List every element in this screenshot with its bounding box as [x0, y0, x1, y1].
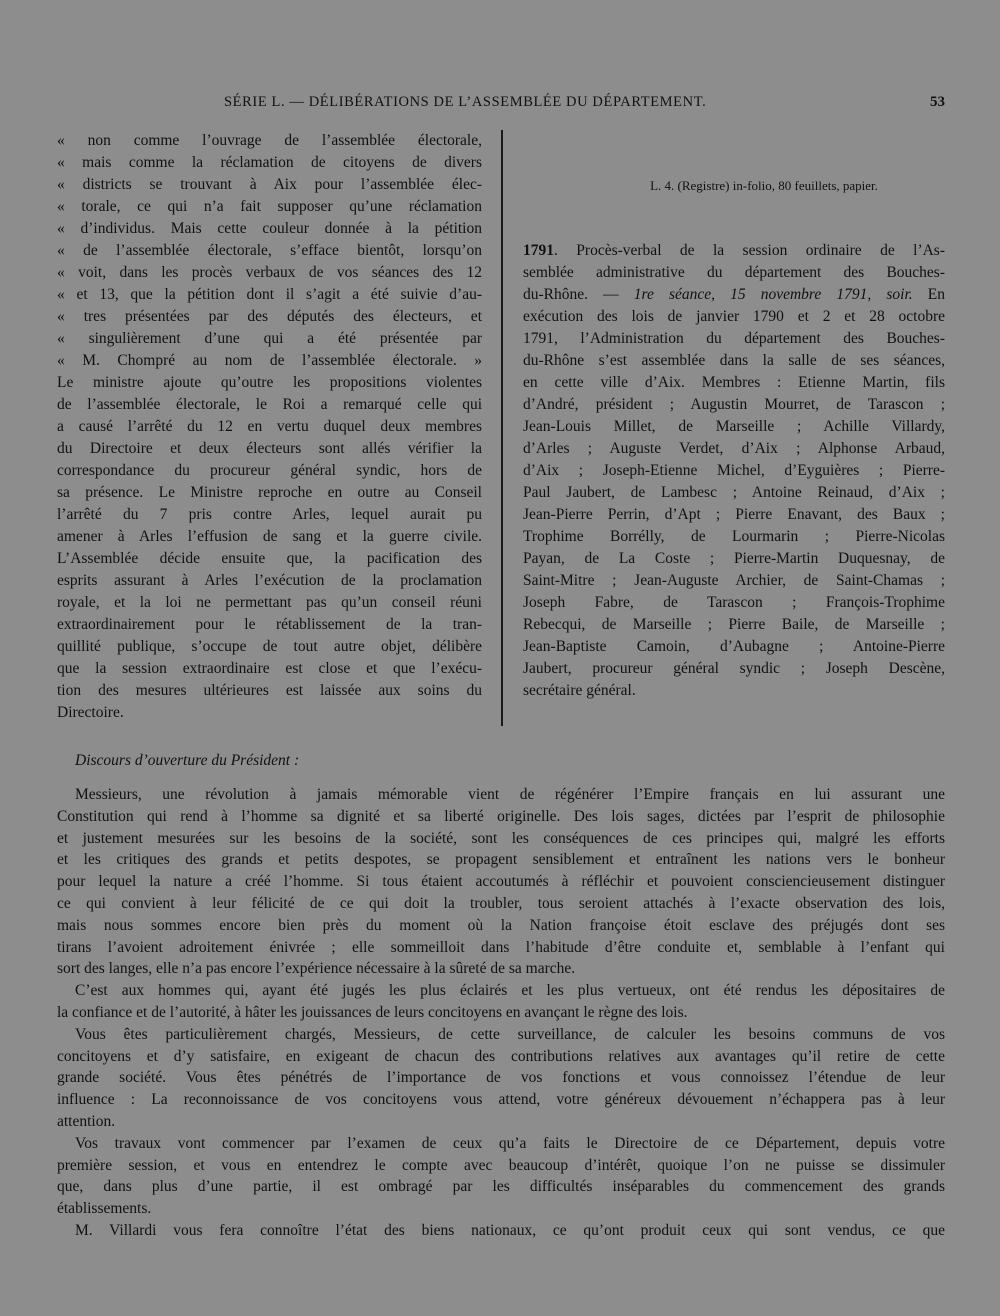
speech-line: Messieurs, une révolution à jamais mémorable vient de régénérer l’Empire français en lui assurant une — [75, 786, 945, 803]
speech-line: M. Villardi vous fera connoître l’état des biens nationaux, ce qu’ont produit ceux qui sont vendus, ce que — [75, 1221, 945, 1239]
text-line: quillité publique, s’occupe de tout autre objet, délibère — [57, 638, 482, 655]
speech-text — [57, 784, 945, 1242]
running-title: SÉRIE L. — DÉLIBÉRATIONS DE L’ASSEMBLÉE DU DÉPARTEMENT. — [224, 94, 707, 110]
speech-line: attention. — [57, 1112, 116, 1130]
text-line: amener à Arles l’effusion de sang et la guerre civile. — [57, 528, 482, 545]
text-line: Directoire. — [57, 704, 124, 721]
page-header — [0, 94, 1000, 114]
speech-line: et les critiques des grands et petits despotes, se propagent sensiblement et entraînent les nations vers le bonheur — [57, 851, 945, 869]
speech-line: influence : La reconnoissance de vos concitoyens vous attend, votre généreux dévouement n’échappera pas à leur — [57, 1091, 945, 1109]
speech-line: sort des langes, elle n’a pas encore l’expérience nécessaire à la sûreté de sa marche. — [57, 960, 576, 978]
record-year: 1791 — [523, 242, 554, 259]
record-line: d’Arles ; Auguste Verdet, d’Aix ; Alphonse Arbaud, — [523, 440, 945, 457]
text-line: « tres présentées par des députés des électeurs, et — [57, 308, 482, 325]
record-line: d’Aix ; Joseph-Etienne Michel, d’Eyguières ; Pierre- — [523, 462, 945, 479]
record-line: Jaubert, procureur général syndic ; Joseph Descène, — [523, 660, 945, 677]
text-line: « voit, dans les procès verbaux de vos séances des 12 — [57, 264, 482, 281]
text-line: royale, et la loi ne permettant pas qu’un conseil réuni — [57, 594, 482, 611]
text-line: « districts se trouvant à Aix pour l’assemblée élec- — [57, 176, 482, 193]
text-line: « singulièrement d’une qui a été présentée par — [57, 330, 482, 347]
record-line: du-Rhône s’est assemblée dans la salle de ses séances, — [523, 352, 945, 369]
speech-line: établissements. — [57, 1200, 152, 1218]
speech-line: et justement mesurées sur les besoins de la société, sont les conséquences de ces principes qui, malgré les efforts — [57, 829, 945, 847]
speech-line: ce qui convient à leur félicité de ce qui doit la troubler, tous seroient attachés à l’exacte observation des lois, — [57, 894, 945, 912]
column-divider — [501, 130, 503, 726]
text-line: de l’assemblée électorale, le Roi a remarqué celle qui — [57, 396, 482, 413]
record-line: du-Rhône. — 1re séance, 15 novembre 1791, soir. En — [523, 286, 945, 303]
record-line: Jean-Pierre Perrin, d’Apt ; Pierre Enavant, des Baux ; — [523, 506, 945, 523]
record-line: Payan, de La Coste ; Pierre-Martin Duquesnay, de — [523, 550, 945, 567]
text-line: Le ministre ajoute qu’outre les propositions violentes — [57, 374, 482, 391]
text-line: « non comme l’ouvrage de l’assemblée électorale, — [57, 132, 482, 149]
record-line: secrétaire général. — [523, 682, 636, 699]
record-line: Joseph Fabre, de Tarascon ; François-Trophime — [523, 594, 945, 611]
speech-line: pour lequel la nature a créé l’homme. Si tous étaient accoutumés à réfléchir et pouvoient consciencieusement distinguer — [57, 873, 945, 891]
text-line: sa présence. Le Ministre reproche en outre au Conseil — [57, 484, 482, 501]
record-line: Jean-Louis Millet, de Marseille ; Achille Villardy, — [523, 418, 945, 435]
text-line: « de l’assemblée électorale, s’efface bientôt, lorsqu’on — [57, 242, 482, 259]
record-reference: L. 4. (Registre) in-folio, 80 feuillets, papier. — [650, 178, 878, 193]
speech-line: concitoyens et d’y satisfaire, en exigeant de chacun des contributions relatives aux avantages qu’il retire de cette — [57, 1047, 945, 1065]
text-line: esprits assurant à Arles l’exécution de la proclamation — [57, 572, 482, 589]
speech-line: Constitution qui rend à l’homme sa dignité et sa liberté originelle. Des lois sages, dictées par l’esprit de philosophie — [57, 807, 945, 825]
record-line: en cette ville d’Aix. Membres : Etienne Martin, fils — [523, 374, 945, 391]
text-line: « M. Chompré au nom de l’assemblée électorale. » — [57, 352, 482, 369]
session-record — [523, 240, 945, 702]
record-line: 1791, l’Administration du département des Bouches- — [523, 330, 945, 347]
text-line: « mais comme la réclamation de citoyens de divers — [57, 154, 482, 171]
text-line: que la session extraordinaire est close et que l’exécu- — [57, 660, 482, 677]
session-date: 1re séance, 15 novembre 1791, soir. — [633, 286, 913, 303]
speech-line: grande société. Vous êtes pénétrés de l’importance de vos fonctions et vous connoissez l’étendue de leur — [57, 1069, 945, 1087]
record-line: Rebecqui, de Marseille ; Pierre Baile, de Marseille ; — [523, 616, 945, 633]
record-line: semblée administrative du département des Bouches- — [523, 264, 945, 281]
speech-line: Vous êtes particulièrement chargés, Messieurs, de cette surveillance, de calculer les besoins communs de vos — [75, 1025, 945, 1043]
record-line: exécution des lois de janvier 1790 et 2 et 28 octobre — [523, 308, 945, 325]
speech-line: la confiance et de l’autorité, à hâter les jouissances de leurs concitoyens en avançant le règne des lois. — [57, 1003, 688, 1021]
page-number: 53 — [930, 94, 945, 110]
text-line: correspondance du procureur général syndic, hors de — [57, 462, 482, 479]
record-line: Trophime Borrélly, de Lourmarin ; Pierre-Nicolas — [523, 528, 945, 545]
record-line: d’André, président ; Augustin Mourret, de Tarascon ; — [523, 396, 945, 413]
text-line: L’Assemblée décide ensuite que, la pacification des — [57, 550, 482, 567]
text-line: extraordinairement pour le rétablissement de la tran- — [57, 616, 482, 633]
text-line: a causé l’arrêté du 12 en vertu duquel deux membres — [57, 418, 482, 435]
record-line: 1791. Procès-verbal de la session ordinaire de l’As- — [523, 242, 945, 259]
text-line: « torale, ce qui n’a fait supposer qu’une réclamation — [57, 198, 482, 215]
speech-line: que, dans plus d’une partie, il est ombragé par les difficultés inséparables du commencement des grands — [57, 1178, 945, 1196]
record-line: Jean-Baptiste Camoin, d’Aubagne ; Antoine-Pierre — [523, 638, 945, 655]
text-line: l’arrêté du 7 pris contre Arles, lequel aurait pu — [57, 506, 482, 523]
text-line: tion des mesures ultérieures est laissée aux soins du — [57, 682, 482, 699]
speech-title: Discours d’ouverture du Président : — [75, 752, 300, 769]
speech-line: tirans l’avoient adroitement énivrée ; elle sommeilloit dans l’habitude d’être conduite et, semblable à l’enfant qui — [57, 938, 945, 956]
speech-line: C’est aux hommes qui, ayant été jugés les plus éclairés et les plus vertueux, ont été rendus les dépositaires de — [75, 982, 945, 1000]
record-line: Paul Jaubert, de Lambesc ; Antoine Reinaud, d’Aix ; — [523, 484, 945, 501]
record-line: Saint-Mitre ; Jean-Auguste Archier, de Saint-Chamas ; — [523, 572, 945, 589]
speech-line: mais nous sommes encore bien près du moment où la Nation françoise étoit esclave des préjugés dont ses — [57, 916, 945, 934]
left-column — [57, 130, 482, 724]
text-line: « d’individus. Mais cette couleur donnée à la pétition — [57, 220, 482, 237]
speech-line: première session, et vous en entendrez le compte avec beaucoup d’intérêt, quoique l’on ne puisse se dissimuler — [57, 1156, 945, 1174]
speech-line: Vos travaux vont commencer par l’examen de ceux qu’a faits le Directoire de ce Département, depuis votre — [75, 1134, 945, 1152]
text-line: du Directoire et deux électeurs sont allés vérifier la — [57, 440, 482, 457]
text-line: « et 13, que la pétition dont il s’agit a été suivie d’au- — [57, 286, 482, 303]
